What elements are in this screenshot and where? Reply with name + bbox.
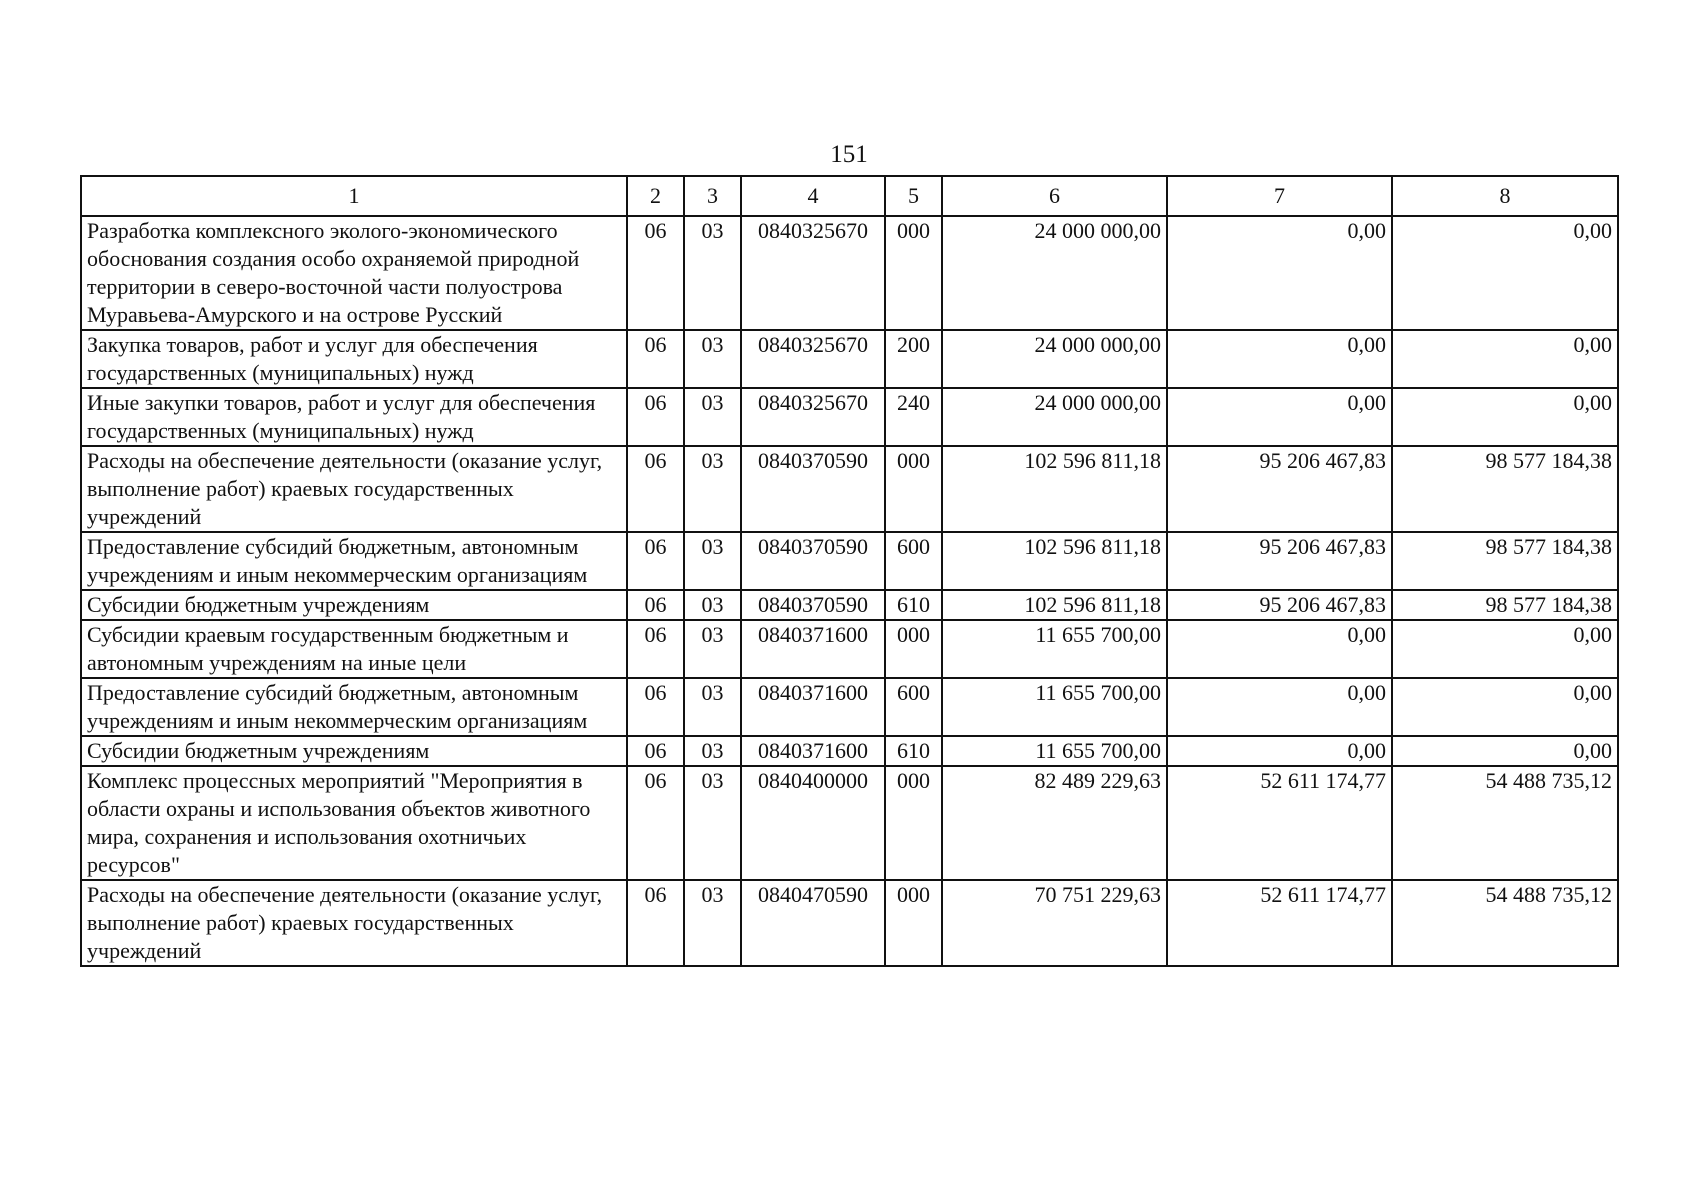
amount-col-6: 102 596 811,18 (942, 590, 1167, 620)
subsection-code: 03 (684, 880, 741, 966)
section-code: 06 (627, 532, 684, 590)
row-name: Комплекс процессных мероприятий "Мероприятия в области охраны и использования объектов животного мира, сохранения и использования охотничьих ресурсов" (81, 766, 627, 880)
amount-col-8: 0,00 (1392, 620, 1618, 678)
row-name: Предоставление субсидий бюджетным, автономным учреждениям и иным некоммерческим организациям (81, 678, 627, 736)
row-name: Расходы на обеспечение деятельности (оказание услуг, выполнение работ) краевых государственных учреждений (81, 880, 627, 966)
amount-col-6: 11 655 700,00 (942, 736, 1167, 766)
amount-col-7: 0,00 (1167, 620, 1392, 678)
target-article-code: 0840325670 (741, 388, 885, 446)
amount-col-7: 0,00 (1167, 330, 1392, 388)
table-row (81, 532, 1618, 590)
expense-type-code: 600 (885, 678, 942, 736)
expense-type-code: 000 (885, 446, 942, 532)
amount-col-8: 98 577 184,38 (1392, 532, 1618, 590)
table-row (81, 736, 1618, 766)
section-code: 06 (627, 678, 684, 736)
target-article-code: 0840400000 (741, 766, 885, 880)
amount-col-7: 95 206 467,83 (1167, 446, 1392, 532)
amount-col-7: 0,00 (1167, 678, 1392, 736)
table-row (81, 446, 1618, 532)
target-article-code: 0840370590 (741, 446, 885, 532)
amount-col-8: 54 488 735,12 (1392, 880, 1618, 966)
amount-col-7: 95 206 467,83 (1167, 590, 1392, 620)
target-article-code: 0840325670 (741, 330, 885, 388)
amount-col-8: 0,00 (1392, 736, 1618, 766)
amount-col-6: 11 655 700,00 (942, 620, 1167, 678)
amount-col-8: 0,00 (1392, 388, 1618, 446)
column-header-5: 5 (885, 176, 942, 216)
target-article-code: 0840370590 (741, 590, 885, 620)
column-header-4: 4 (741, 176, 885, 216)
amount-col-7: 95 206 467,83 (1167, 532, 1392, 590)
page-number: 151 (830, 141, 868, 168)
table-row (81, 590, 1618, 620)
target-article-code: 0840371600 (741, 736, 885, 766)
budget-table (80, 175, 1619, 967)
amount-col-7: 52 611 174,77 (1167, 880, 1392, 966)
column-header-8: 8 (1392, 176, 1618, 216)
column-header-3: 3 (684, 176, 741, 216)
target-article-code: 0840470590 (741, 880, 885, 966)
target-article-code: 0840325670 (741, 216, 885, 330)
subsection-code: 03 (684, 766, 741, 880)
row-name: Иные закупки товаров, работ и услуг для обеспечения государственных (муниципальных) нужд (81, 388, 627, 446)
section-code: 06 (627, 736, 684, 766)
expense-type-code: 000 (885, 880, 942, 966)
expense-type-code: 600 (885, 532, 942, 590)
expense-type-code: 200 (885, 330, 942, 388)
subsection-code: 03 (684, 330, 741, 388)
row-name: Субсидии краевым государственным бюджетным и автономным учреждениям на иные цели (81, 620, 627, 678)
subsection-code: 03 (684, 590, 741, 620)
subsection-code: 03 (684, 678, 741, 736)
table-row (81, 620, 1618, 678)
target-article-code: 0840371600 (741, 620, 885, 678)
table-row (81, 678, 1618, 736)
subsection-code: 03 (684, 736, 741, 766)
subsection-code: 03 (684, 620, 741, 678)
amount-col-7: 0,00 (1167, 216, 1392, 330)
amount-col-6: 70 751 229,63 (942, 880, 1167, 966)
subsection-code: 03 (684, 216, 741, 330)
amount-col-6: 102 596 811,18 (942, 532, 1167, 590)
expense-type-code: 610 (885, 736, 942, 766)
amount-col-7: 52 611 174,77 (1167, 766, 1392, 880)
row-name: Расходы на обеспечение деятельности (оказание услуг, выполнение работ) краевых государственных учреждений (81, 446, 627, 532)
section-code: 06 (627, 388, 684, 446)
subsection-code: 03 (684, 388, 741, 446)
section-code: 06 (627, 446, 684, 532)
expense-type-code: 000 (885, 766, 942, 880)
amount-col-6: 82 489 229,63 (942, 766, 1167, 880)
subsection-code: 03 (684, 532, 741, 590)
column-header-6: 6 (942, 176, 1167, 216)
row-name: Субсидии бюджетным учреждениям (81, 736, 627, 766)
column-header-2: 2 (627, 176, 684, 216)
table-row (81, 388, 1618, 446)
amount-col-6: 11 655 700,00 (942, 678, 1167, 736)
amount-col-8: 98 577 184,38 (1392, 590, 1618, 620)
section-code: 06 (627, 620, 684, 678)
amount-col-6: 24 000 000,00 (942, 216, 1167, 330)
table-row (81, 216, 1618, 330)
amount-col-7: 0,00 (1167, 388, 1392, 446)
subsection-code: 03 (684, 446, 741, 532)
row-name: Субсидии бюджетным учреждениям (81, 590, 627, 620)
table-row (81, 330, 1618, 388)
column-header-1: 1 (81, 176, 627, 216)
section-code: 06 (627, 330, 684, 388)
section-code: 06 (627, 766, 684, 880)
table-row (81, 766, 1618, 880)
amount-col-8: 54 488 735,12 (1392, 766, 1618, 880)
amount-col-8: 0,00 (1392, 216, 1618, 330)
expense-type-code: 610 (885, 590, 942, 620)
section-code: 06 (627, 590, 684, 620)
expense-type-code: 240 (885, 388, 942, 446)
expense-type-code: 000 (885, 620, 942, 678)
target-article-code: 0840370590 (741, 532, 885, 590)
amount-col-8: 0,00 (1392, 330, 1618, 388)
amount-col-6: 102 596 811,18 (942, 446, 1167, 532)
amount-col-6: 24 000 000,00 (942, 330, 1167, 388)
target-article-code: 0840371600 (741, 678, 885, 736)
amount-col-6: 24 000 000,00 (942, 388, 1167, 446)
expense-type-code: 000 (885, 216, 942, 330)
amount-col-8: 0,00 (1392, 678, 1618, 736)
section-code: 06 (627, 880, 684, 966)
table-row (81, 880, 1618, 966)
row-name: Предоставление субсидий бюджетным, автономным учреждениям и иным некоммерческим организациям (81, 532, 627, 590)
column-header-7: 7 (1167, 176, 1392, 216)
section-code: 06 (627, 216, 684, 330)
amount-col-7: 0,00 (1167, 736, 1392, 766)
amount-col-8: 98 577 184,38 (1392, 446, 1618, 532)
row-name: Закупка товаров, работ и услуг для обеспечения государственных (муниципальных) нужд (81, 330, 627, 388)
header-row (81, 176, 1618, 216)
row-name: Разработка комплексного эколого-экономического обоснования создания особо охраняемой природной территории в северо-восточной части полуострова Муравьева-Амурского и на острове Русский (81, 216, 627, 330)
